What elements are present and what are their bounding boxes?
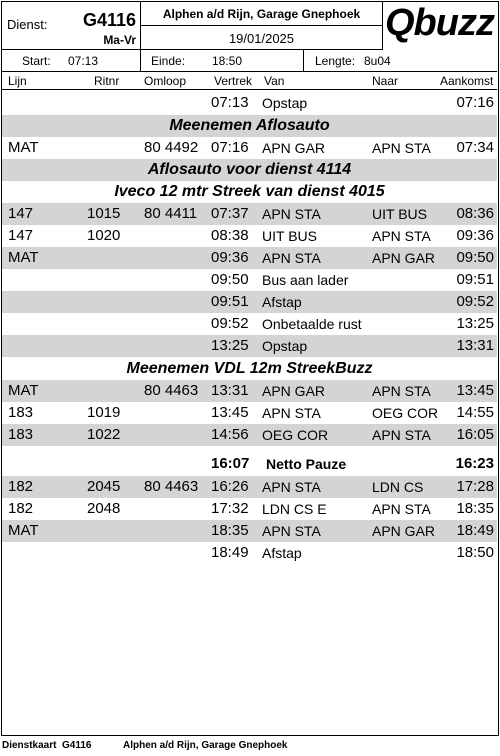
section-header: Meenemen Aflosauto [2, 115, 497, 137]
cell-naar: LDN CS [372, 479, 424, 495]
cell-vertrek: 07:13 [211, 94, 249, 111]
times-bar [2, 50, 497, 72]
pause-row [2, 453, 497, 475]
cell-vertrek: 09:51 [211, 293, 249, 310]
cell-aankomst: 13:45 [456, 382, 494, 399]
cell-aankomst: 17:28 [456, 478, 494, 495]
cell-lijn: 182 [8, 478, 34, 495]
einde-value: 18:50 [212, 54, 243, 68]
cell-aankomst: 07:34 [456, 139, 494, 156]
cell-van: Netto Pauze [266, 456, 347, 472]
cell-aankomst: 18:49 [456, 522, 494, 539]
table-row [2, 542, 497, 564]
cell-aankomst: 09:36 [456, 227, 494, 244]
cell-omloop: 80 4492 [144, 139, 199, 156]
col-ritnr: Ritnr [94, 74, 120, 88]
cell-lijn: 147 [8, 205, 34, 222]
table-row [2, 247, 497, 269]
location-box [141, 2, 383, 26]
cell-vertrek: 07:37 [211, 205, 249, 222]
lengte-value: 8u04 [364, 54, 391, 68]
cell-van: Opstap [262, 95, 308, 111]
cell-vertrek: 17:32 [211, 500, 249, 517]
table-row [2, 137, 497, 159]
table-row [2, 313, 497, 335]
dienst-days: Ma-Vr [103, 33, 136, 47]
dienst-code: G4116 [82, 10, 136, 30]
col-aankomst: Aankomst [440, 74, 494, 88]
dienst-label: Dienst: [7, 17, 48, 32]
cell-van: APN STA [262, 206, 321, 222]
cell-lijn: 183 [8, 404, 34, 421]
table-row [2, 402, 497, 424]
cell-ritnr: 2048 [87, 500, 121, 517]
header-underline [2, 89, 497, 90]
cell-vertrek: 09:52 [211, 315, 249, 332]
cell-naar: APN GAR [372, 250, 436, 266]
col-van: Van [264, 74, 285, 88]
einde-label: Einde: [151, 54, 186, 68]
cell-naar: APN STA [372, 427, 431, 443]
table-row [2, 225, 497, 247]
cell-ritnr: 2045 [87, 478, 121, 495]
cell-aankomst: 18:35 [456, 500, 494, 517]
cell-vertrek: 18:49 [211, 544, 249, 561]
col-vertrek: Vertrek [214, 74, 253, 88]
cell-aankomst: 09:51 [456, 271, 494, 288]
table-row [2, 520, 497, 542]
cell-lijn: MAT [8, 249, 39, 266]
cell-van: Afstap [262, 294, 302, 310]
cell-van: Opstap [262, 338, 308, 354]
cell-van: OEG COR [262, 427, 329, 443]
cell-van: Afstap [262, 545, 302, 561]
cell-vertrek: 13:45 [211, 404, 249, 421]
cell-van: APN STA [262, 250, 321, 266]
table-row [2, 92, 497, 114]
cell-van: APN GAR [262, 383, 326, 399]
cell-vertrek: 18:35 [211, 522, 249, 539]
cell-omloop: 80 4463 [144, 478, 199, 495]
footer-dienstkaart: Dienstkaart G4116 [2, 740, 92, 751]
col-naar: Naar [372, 74, 399, 88]
table-row [2, 203, 497, 225]
cell-vertrek: 09:36 [211, 249, 249, 266]
start-label: Start: [22, 54, 51, 68]
cell-naar: APN STA [372, 501, 431, 517]
cell-lijn: 182 [8, 500, 34, 517]
cell-aankomst: 08:36 [456, 205, 494, 222]
cell-vertrek: 16:26 [211, 478, 249, 495]
cell-van: LDN CS E [262, 501, 327, 517]
date-box [141, 26, 383, 50]
table-row [2, 498, 497, 520]
cell-omloop: 80 4463 [144, 382, 199, 399]
cell-vertrek: 16:07 [211, 455, 250, 472]
cell-van: Onbetaalde rust [262, 316, 362, 332]
start-value: 07:13 [68, 54, 99, 68]
cell-lijn: MAT [8, 522, 39, 539]
cell-naar: APN GAR [372, 523, 436, 539]
footer-location: Alphen a/d Rijn, Garage Gnephoek [123, 740, 288, 751]
section-header: Aflosauto voor dienst 4114 [2, 159, 497, 181]
cell-aankomst: 13:25 [456, 315, 494, 332]
cell-van: APN STA [262, 405, 321, 421]
cell-ritnr: 1015 [87, 205, 121, 222]
times-divider-1 [140, 50, 141, 72]
cell-lijn: MAT [8, 382, 39, 399]
cell-van: APN STA [262, 523, 321, 539]
cell-aankomst: 16:23 [455, 455, 494, 472]
table-row [2, 291, 497, 313]
cell-naar: APN STA [372, 228, 431, 244]
cell-naar: APN STA [372, 383, 431, 399]
table-row [2, 424, 497, 446]
cell-aankomst: 16:05 [456, 426, 494, 443]
times-divider-2 [303, 50, 304, 72]
cell-naar: APN STA [372, 140, 431, 156]
section-header: Iveco 12 mtr Streek van dienst 4015 [114, 183, 385, 200]
cell-van: APN GAR [262, 140, 326, 156]
dienst-box [2, 2, 141, 50]
cell-vertrek: 13:25 [211, 337, 249, 354]
section-header: Meenemen VDL 12m StreekBuzz [126, 360, 373, 377]
cell-aankomst: 14:55 [456, 404, 494, 421]
cell-omloop: 80 4411 [144, 205, 198, 222]
cell-aankomst: 13:31 [456, 337, 494, 354]
cell-vertrek: 14:56 [211, 426, 249, 443]
table-row [2, 380, 497, 402]
cell-aankomst: 07:16 [456, 94, 494, 111]
cell-ritnr: 1019 [87, 404, 121, 421]
cell-van: Bus aan lader [262, 272, 349, 288]
cell-vertrek: 07:16 [211, 139, 249, 156]
cell-aankomst: 18:50 [456, 544, 494, 561]
cell-aankomst: 09:50 [456, 249, 494, 266]
cell-vertrek: 08:38 [211, 227, 249, 244]
cell-lijn: 183 [8, 426, 34, 443]
qbuzz-logo: Qbuzz [385, 2, 494, 44]
location-title: Alphen a/d Rijn, Garage Gnephoek [162, 7, 361, 21]
lengte-label: Lengte: [315, 54, 356, 68]
table-row [2, 269, 497, 291]
date-value: 19/01/2025 [228, 31, 295, 46]
cell-naar: UIT BUS [372, 206, 427, 222]
cell-vertrek: 09:50 [211, 271, 249, 288]
table-row [2, 476, 497, 498]
cell-lijn: 147 [8, 227, 34, 244]
col-omloop: Omloop [144, 74, 187, 88]
col-lijn: Lijn [8, 74, 27, 88]
cell-van: UIT BUS [262, 228, 317, 244]
cell-van: APN STA [262, 479, 321, 495]
cell-ritnr: 1020 [87, 227, 121, 244]
cell-vertrek: 13:31 [211, 382, 249, 399]
cell-lijn: MAT [8, 139, 39, 156]
cell-aankomst: 09:52 [456, 293, 494, 310]
table-row [2, 335, 497, 357]
cell-naar: OEG COR [372, 405, 439, 421]
cell-ritnr: 1022 [87, 426, 121, 443]
